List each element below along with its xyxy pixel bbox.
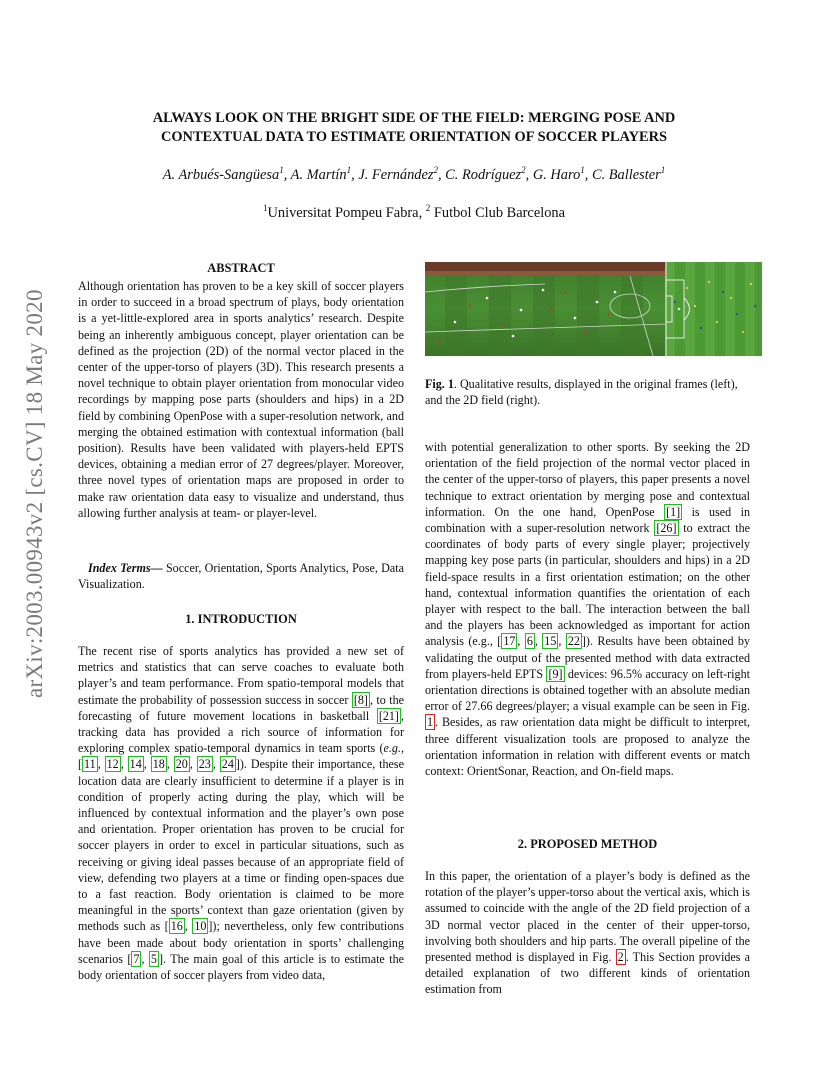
citation-link[interactable]: 7 — [133, 951, 140, 966]
paper-title — [60, 109, 768, 147]
affil-mark: 2 — [521, 165, 526, 176]
affil-mark: 2 — [425, 203, 431, 214]
index-terms — [78, 560, 404, 592]
citation-link[interactable]: 11 — [84, 757, 96, 772]
figure-caption — [425, 376, 752, 408]
citation-link[interactable]: 23 — [198, 757, 211, 772]
author-4: C. Rodríguez — [445, 167, 522, 183]
citation-link[interactable]: 15 — [544, 634, 557, 649]
affil-mark: 1 — [660, 165, 666, 176]
title-line-2: CONTEXTUAL DATA TO ESTIMATE ORIENTATION OF SOCCER PLAYERS — [160, 129, 668, 145]
intro-text: , tracking data has provided a rich source of information for exploring complex spatio-temporal dynamics in team sports ( — [78, 708, 404, 756]
intro-text: ]. The main goal of this article is to estimate the body orientation of soccer players from video data, — [78, 951, 404, 983]
index-terms-text: Soccer, Orientation, Sports Analytics, Pose, Data Visualization. — [78, 561, 405, 592]
author-1: A. Arbués-Sangüesa — [162, 167, 280, 183]
body-text: to extract the coordinates of body parts of every single player; projectively mapping key pose parts (in particular, shoulders and hips) in a 2D field-space results in a first orientation estimation; on the other hand, contextual information quantifies the orientation of each player with respect to the ball. The interaction between the ball and the players has been acknowledged as important for action analysis (e.g., [ — [425, 521, 750, 649]
author-6: C. Ballester — [591, 167, 661, 183]
intro-heading: 1. INTRODUCTION — [185, 612, 297, 626]
affiliations — [60, 205, 768, 222]
body-text: devices: 96.5% accuracy on left-right orientation directions is obtained together with an absolute median error of 27.66 degrees/player; a visual example can be seen in Fig. — [425, 666, 750, 714]
figure-link[interactable]: 2 — [617, 950, 624, 965]
citation-link[interactable]: [8] — [353, 692, 368, 707]
citation-link[interactable]: [1] — [666, 504, 681, 519]
author-3: J. Fernández — [358, 167, 434, 183]
figure-link[interactable]: 1 — [427, 715, 434, 730]
abstract-body — [78, 278, 404, 521]
citation-link[interactable]: 5 — [150, 951, 157, 966]
intro-text: , to the forecasting of future movement locations in basketball — [78, 692, 404, 723]
author-2: A. Martín — [290, 167, 347, 183]
abstract-text: Although orientation has proven to be a key skill of soccer players in order to succeed in a broad spectrum of plays, body orientation is a yet-little-explored area in sports analytics’ research. Despite being an inherently ambiguous concept, player orientation can be defined as the projection (2D) of the normal vector placed in the center of the upper-torso of players (3D). This research presents a novel technique to obtain player orientation from monocular video recordings by mapping pose parts (shoulders and hips) in a 2D field by combining OpenPose with a super-resolution network, and merging the obtained estimation with contextual information (ball position). Results have been validated with players-held EPTS devices, obtaining a median error of 27 degrees/player. Moreover, three novel types of orientation maps are proposed in order to make raw orientation data easy to visualize and understand, thus allowing further analysis at team- or player-level. — [78, 279, 404, 520]
citation-link[interactable]: 16 — [170, 919, 183, 934]
citation-link[interactable]: 20 — [175, 757, 188, 772]
citation-link[interactable]: 18 — [152, 757, 165, 772]
stands — [425, 262, 665, 271]
affil-mark: 1 — [279, 165, 284, 176]
citation-link[interactable]: 12 — [106, 757, 119, 772]
body-text: . Besides, as raw orientation data might be difficult to interpret, three different visualization tools are proposed to analyze the orientation information in relation with different events or match context: OrientSonar, Reaction, and On-field maps. — [425, 715, 750, 779]
intro-text: ]); nevertheless, only few contributions have been made about body orientation in sports’ challenging scenarios [ — [78, 919, 404, 966]
affiliation-1: Universitat Pompeu Fabra, — [267, 205, 423, 221]
title-line-1: ALWAYS LOOK ON THE BRIGHT SIDE OF THE FIELD: MERGING POSE AND — [152, 110, 676, 126]
citation-link[interactable]: [21] — [378, 708, 399, 723]
citation-link[interactable]: 14 — [129, 757, 142, 772]
method-heading: 2. PROPOSED METHOD — [517, 837, 658, 851]
intro-text: [ — [78, 757, 83, 772]
affil-mark: 1 — [580, 165, 585, 176]
figure-1 — [425, 262, 762, 356]
abstract-heading: ABSTRACT — [207, 261, 275, 275]
intro-body: The recent rise of sports analytics has provided a new set of metrics and statistics that can serve coaches to evaluate both player’s and team performance. From spatio-temporal models that estimate the probability of possession success in soccer [8] , to the forecasting of future movement locations in basketball [21] , tracking data has provided a rich source of information for exploring complex spatio-temporal dynamics in team sports (e.g., [ 11 , 12 , 14 , 18 , 20 , 23 , 24 ]). Despite their importance, these location data are clearly insufficient to determine if a player is in condition of properly acting during the play, which will be influenced by contextual information and the player’s own pose and orientation. Proper orientation has proven to be crucial for soccer players in order to excel in particular situations, such as receiving or giving ideal passes because of an appropriate field of view, defending two players at a time or finding open-spaces due to a fast reaction. Body orientation is claimed to be more meaningful in the sports’ context than gaze orientation (given by methods such as [ 16 , 10 ]); nevertheless, only few contributions have been made about body orientation in sports’ challenging scenarios [ 7 , 5 ]. The main goal of this article is to estimate the body orientation of soccer players from video data, — [78, 644, 404, 983]
method-body — [425, 868, 750, 998]
intro-text: ]). Despite their importance, these location data are clearly insufficient to determine if a player is in condition of properly acting during the play, which will be influenced by contextual information and the player’s own pose and orientation. Proper orientation has proven to be crucial for soccer players in order to excel in particular situations, such as receiving or giving ideal passes because of an appropriate field of view, defending two players at a time or finding open-spaces due to a fast reaction. Body orientation is claimed to be more meaningful in the sports’ context than gaze orientation (given by methods such as [ — [78, 757, 404, 934]
citation-link[interactable]: 17 — [503, 634, 516, 649]
caption-text: . Qualitative results, displayed in the original frames (left), and the 2D field (right). — [425, 377, 738, 407]
citation-link[interactable]: [26] — [656, 521, 677, 536]
body-text: . This Section provides a detailed explanation of two different kinds of orientation estimation from — [425, 950, 751, 997]
affil-mark: 2 — [433, 165, 438, 176]
citation-link[interactable]: 22 — [567, 634, 580, 649]
author-list: A. Arbués-Sangüesa$^1$, A. Martín$^1$, J. Fernández$^2$, C. Rodríguez$^2$, G. Haro$^1$, C. Ballester$^1$ — [162, 165, 666, 183]
citation-link[interactable]: 10 — [194, 919, 207, 934]
index-terms-label: Index Terms— — [88, 561, 163, 575]
intro-text: The recent rise of sports analytics has provided a new set of metrics and statistics that can serve coaches to evaluate both player’s and team performance. From spatio-temporal models that estimate the probability of possession success in soccer — [78, 644, 404, 707]
citation-link[interactable]: 6 — [526, 634, 533, 649]
author-5: G. Haro — [532, 167, 581, 183]
arxiv-stamp: arXiv:2003.00943v2 [cs.CV] 18 May 2020 — [22, 289, 47, 698]
body-text: is used in combination with a super-resolution network — [425, 504, 750, 536]
intro-continued: with potential generalization to other sports. By seeking the 2D orientation of the field projection of the normal vector placed in the center of the upper-torso of players, this paper presents a novel technique to extract orientation by merging pose and contextual information. On the one hand, OpenPose [1] is used in combination with a super-resolution network [26] to extract the coordinates of body parts of every single player; projectively mapping key pose parts (in particular, shoulders and hips) in a 2D field-space results in a first orientation estimation; on the other hand, contextual information quantifies the orientation of each player with respect to the ball. The interaction between the ball and the players has been acknowledged as important for action analysis (e.g., [ 17 , 6 , 15 , 22 ]). Results have been obtained by validating the output of the presented method with data extracted from players-held EPTS [9] devices: 96.5% accuracy on left-right orientation directions is obtained together with an absolute median error of 27.66 degrees/player; a visual example can be seen in Fig. 1 . Besides, as raw orientation data might be difficult to interpret, three different visualization tools are proposed to analyze the orientation information in relation with different events or match context: OrientSonar, Reaction, and On-field maps. — [425, 440, 750, 779]
citation-link[interactable]: 24 — [221, 757, 234, 772]
citation-link[interactable]: [9] — [548, 666, 563, 681]
caption-label: Fig. 1 — [425, 377, 454, 391]
affil-mark: 1 — [346, 165, 352, 176]
affiliation-2: Futbol Club Barcelona — [433, 205, 565, 221]
affil-mark: 1 — [263, 203, 268, 214]
soccer-field-image — [425, 262, 762, 356]
body-text: In this paper, the orientation of a player’s body is defined as the rotation of the player’s upper-torso about the vertical axis, which is assumed to coincide with the angle of the 2D field projection of a 3D normal vector placed in the center of their upper-torso, involving both shoulders and hip parts. The overall pipeline of the presented method is displayed in Fig. — [425, 869, 750, 965]
body-text: ]). Results have been obtained by validating the output of the presented method with data extracted from players-held EPTS — [425, 634, 750, 681]
intro-text: e.g., — [383, 741, 404, 756]
body-text: with potential generalization to other sports. By seeking the 2D orientation of the field projection of the normal vector placed in the center of the upper-torso of players, this paper presents a novel technique to extract orientation by merging pose and contextual information. On the one hand, OpenPose — [425, 440, 750, 519]
